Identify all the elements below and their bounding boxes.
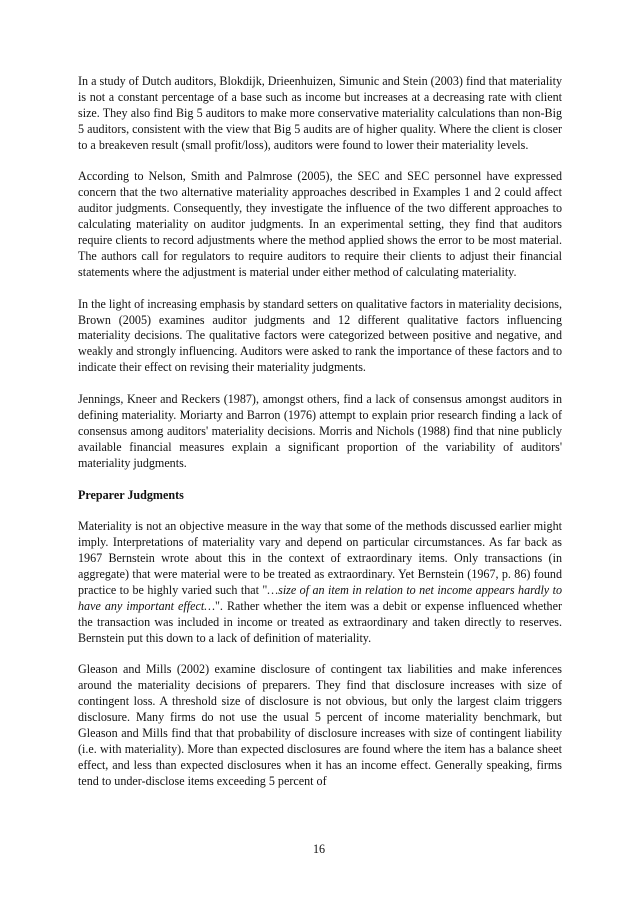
bernstein-quote: …size of an item in relation to net income appears hardly to have any important effect… [78, 582, 562, 613]
paragraph-brown-qualitative: In the light of increasing emphasis by standard setters on qualitative factors in materiality decisions, Brown (2005) examines auditor judgments and 12 different qualitative factors influencing materiality decisions. The qualitative factors were categorized between positive and negative, and weakly and strongly influencing. Auditors were asked to rank the importance of these factors and to indicate their effect on revising their materiality judgments. [78, 296, 562, 375]
paragraph-bernstein-text-before: Materiality is not an objective measure in the way that some of the methods discussed earlier might imply. Interpretations of materiality vary and depend on particular circumstances. As far back as 1967 Bernstein wrote about this in the context of extraordinary items. Only transactions (in aggregate) that were material were to be treated as extraordinary. Yet Bernstein (1967, p. 86) found practice to be highly varied such that " [78, 519, 562, 597]
page-number: 16 [312, 842, 326, 856]
document-page [78, 74, 562, 806]
paragraph-nelson-smith-palmrose: According to Nelson, Smith and Palmrose (2005), the SEC and SEC personnel have expressed concern that the two alternative materiality approaches described in Examples 1 and 2 could affect auditor judgments. Consequently, they investigate the influence of the two different approaches to calculating materiality on auditor judgments. In an experimental setting, they find that auditors require clients to record adjustments where the method applied shows the error to be most material. The authors call for regulators to require auditors to require their clients to adjust their financial statements where the adjustment is material under either method of calculating materiality. [78, 169, 562, 279]
paragraph-bernstein-text-after: ". Rather whether the item was a debit or expense influenced whether the transaction was included in income or treated as extraordinary and taken directly to reserves. Bernstein put this down to a lack of definition of materiality. [78, 598, 562, 645]
paragraph-dutch-auditors: In a study of Dutch auditors, Blokdijk, Drieenhuizen, Simunic and Stein (2003) find that materiality is not a constant percentage of a base such as income but increases at a decreasing rate with client size. They also find Big 5 auditors to make more conservative materiality calculations than non-Big 5 auditors, consistent with the view that Big 5 audits are of higher quality. Where the client is closer to a breakeven result (small profit/loss), auditors were found to lower their materiality levels. [78, 74, 562, 152]
paragraph-gleason-mills: Gleason and Mills (2002) examine disclosure of contingent tax liabilities and make inferences around the materiality decisions of preparers. They find that disclosure increases with size of contingent loss. A threshold size of disclosure is not obvious, but only the largest claim triggers disclosure. Many firms do not use the usual 5 percent of income materiality benchmark, but Gleason and Mills find that that probability of disclosure increases with size of contingent liability (i.e. with materiality). More than expected disclosures are found where the item has a balance sheet effect, and less than expected disclosures when it has an income effect. Generally speaking, firms tend to under-disclose items exceeding 5 percent of [78, 662, 562, 788]
paragraph-jennings-consensus: Jennings, Kneer and Reckers (1987), amongst others, find a lack of consensus amongst auditors in defining materiality. Moriarty and Barron (1976) attempt to explain prior research finding a lack of consensus among auditors' materiality decisions. Morris and Nichols (1988) find that nine publicly available financial measures explain a significant proportion of the variability of auditors' materiality judgments. [78, 392, 562, 470]
paragraph-bernstein [78, 519, 562, 646]
section-heading-preparer-judgments: Preparer Judgments [78, 487, 184, 502]
